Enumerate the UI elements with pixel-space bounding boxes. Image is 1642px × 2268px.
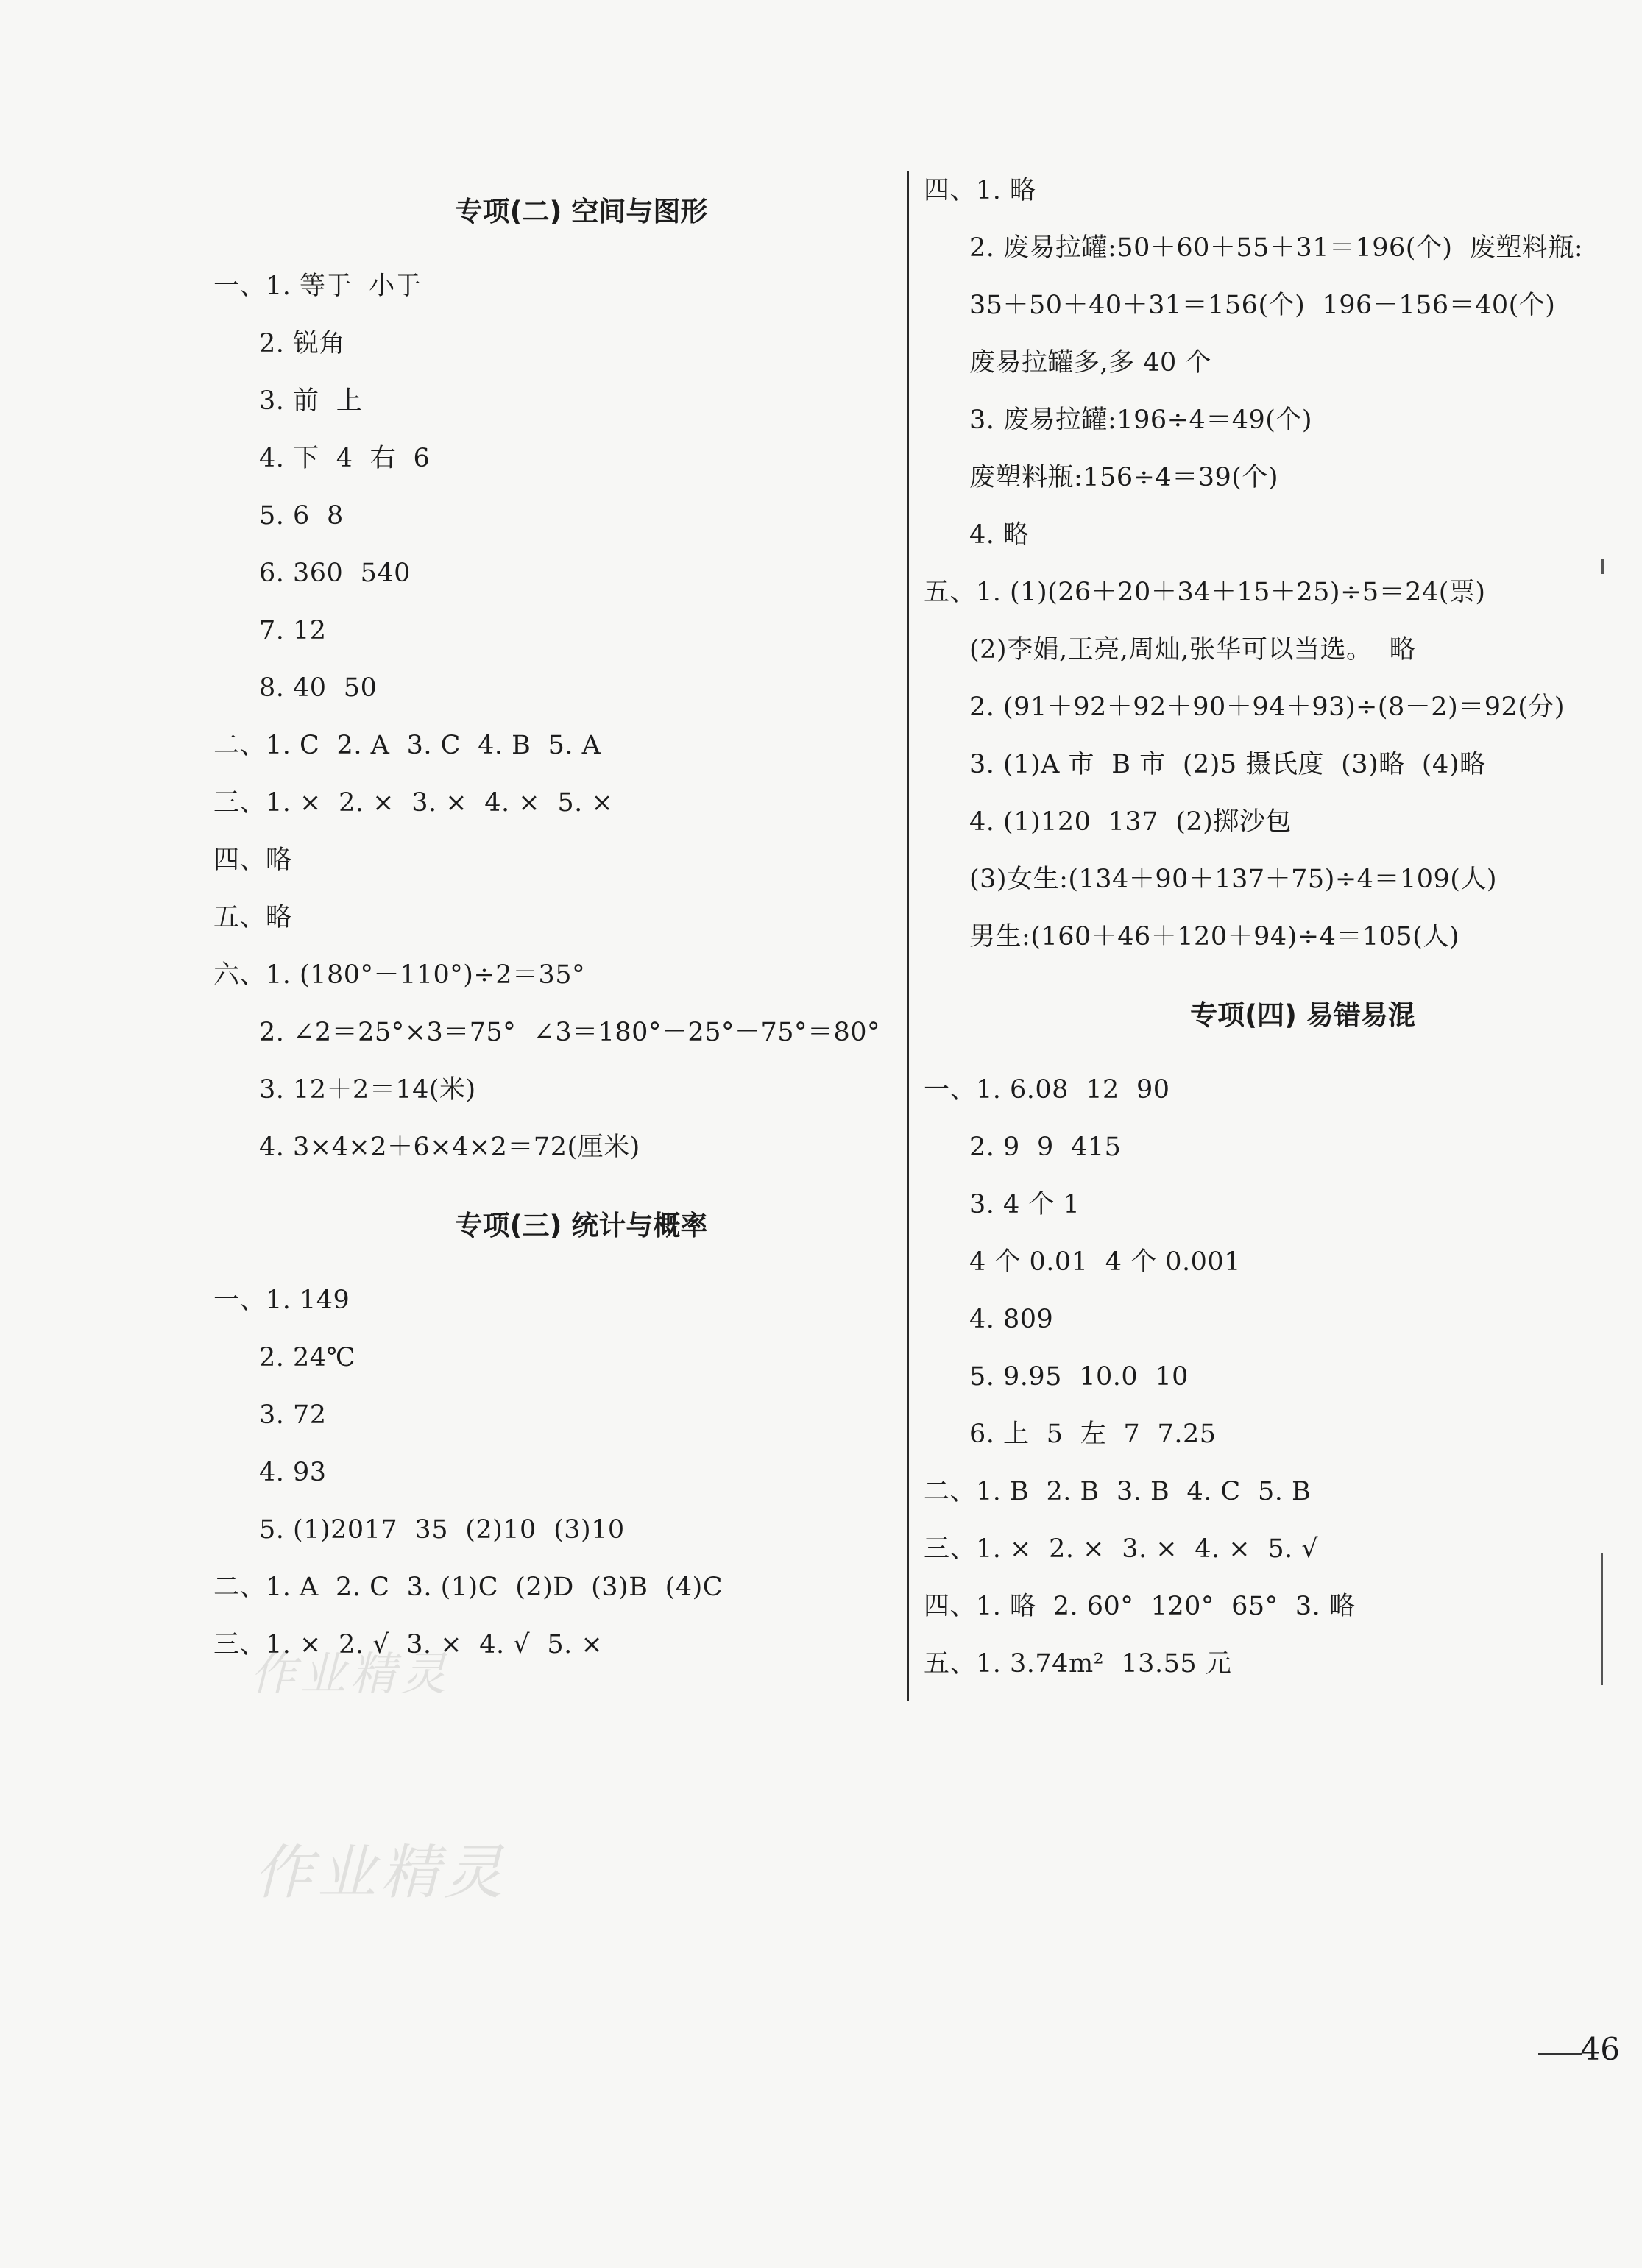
right-column: [924, 162, 1608, 1693]
answer-line: 4. 略: [969, 520, 1030, 550]
answer-line: 35＋50＋40＋31＝156(个) 196－156＝40(个): [969, 291, 1556, 320]
answer-line: 2. (91＋92＋92＋90＋94＋93)÷(8－2)＝92(分): [969, 692, 1565, 722]
answer-line: 4. (1)120 137 (2)掷沙包: [969, 807, 1292, 837]
answer-line: (3)女生:(134＋90＋137＋75)÷4＝109(人): [969, 865, 1498, 894]
answer-line: 5. 9.95 10.0 10: [969, 1362, 1189, 1392]
page-number: 46: [1580, 2031, 1620, 2067]
answer-line: 3. 12＋2＝14(米): [259, 1075, 476, 1105]
page-number-dash: [1538, 2053, 1582, 2055]
left-column: [213, 177, 881, 1673]
answer-line: 4 个 0.01 4 个 0.001: [969, 1247, 1241, 1277]
answer-line: 2. 24℃: [259, 1343, 356, 1372]
answer-line: 一、1. 等于 小于: [213, 272, 422, 301]
answer-line: 二、1. C 2. A 3. C 4. B 5. A: [213, 731, 601, 760]
answer-line: (2)李娟,王亮,周灿,张华可以当选。 略: [969, 635, 1416, 665]
answer-line: 三、1. × 2. √ 3. × 4. √ 5. ×: [213, 1630, 604, 1659]
answer-line: 2. 废易拉罐:50＋60＋55＋31＝196(个) 废塑料瓶:: [969, 233, 1584, 263]
answer-line: 3. 4 个 1: [969, 1190, 1080, 1219]
answer-line: 4. 809: [969, 1305, 1054, 1334]
answer-line: 四、1. 略 2. 60° 120° 65° 3. 略: [924, 1592, 1356, 1621]
answer-line: 2. 9 9 415: [969, 1133, 1122, 1162]
answer-line: 8. 40 50: [259, 673, 378, 703]
answer-line: 6. 上 5 左 7 7.25: [969, 1420, 1217, 1449]
column-divider: [907, 171, 909, 1701]
answer-line: 3. 前 上: [259, 386, 363, 416]
answer-line: 一、1. 149: [213, 1286, 350, 1315]
section-title-space-geometry: 专项(二) 空间与图形: [455, 196, 708, 227]
answer-line: 废易拉罐多,多 40 个: [969, 348, 1211, 378]
answer-line: 2. 锐角: [259, 329, 346, 358]
answer-line: 6. 360 540: [259, 559, 411, 588]
binding-mark: [1601, 1553, 1603, 1685]
answer-line: 二、1. B 2. B 3. B 4. C 5. B: [924, 1477, 1312, 1506]
answer-line: 3. 72: [259, 1400, 327, 1430]
answer-line: 5. 6 8: [259, 501, 344, 531]
answer-line: 五、略: [213, 903, 292, 932]
answer-line: 7. 12: [259, 616, 327, 645]
answer-line: 三、1. × 2. × 3. × 4. × 5. √: [924, 1534, 1319, 1564]
answer-line: 3. 废易拉罐:196÷4＝49(个): [969, 405, 1313, 435]
answer-line: 废塑料瓶:156÷4＝39(个): [969, 463, 1279, 492]
answer-line: 四、略: [213, 846, 292, 875]
answer-line: 5. (1)2017 35 (2)10 (3)10: [259, 1515, 625, 1545]
section-title-error-prone: 专项(四) 易错易混: [1190, 999, 1415, 1031]
answer-line: 三、1. × 2. × 3. × 4. × 5. ×: [213, 788, 614, 818]
answer-line: 一、1. 6.08 12 90: [924, 1075, 1170, 1105]
section-title-statistics: 专项(三) 统计与概率: [455, 1210, 708, 1241]
answer-line: 4. 下 4 右 6: [259, 444, 431, 473]
binding-mark: [1601, 559, 1604, 574]
answer-line: 六、1. (180°－110°)÷2＝35°: [213, 960, 586, 990]
answer-line: 四、1. 略: [924, 176, 1036, 205]
answer-line: 3. (1)A 市 B 市 (2)5 摄氏度 (3)略 (4)略: [969, 750, 1486, 779]
answer-line: 五、1. 3.74m² 13.55 元: [924, 1649, 1232, 1679]
watermark: 作业精灵: [250, 1647, 451, 1701]
answer-line: 2. ∠2＝25°×3＝75° ∠3＝180°－25°－75°＝80°: [259, 1018, 881, 1047]
answer-line: 男生:(160＋46＋120＋94)÷4＝105(人): [969, 922, 1459, 952]
answer-line: 五、1. (1)(26＋20＋34＋15＋25)÷5＝24(票): [924, 578, 1486, 607]
watermark: 作业精灵: [254, 1838, 507, 1907]
answer-line: 4. 93: [259, 1458, 327, 1487]
answer-line: 4. 3×4×2＋6×4×2＝72(厘米): [259, 1133, 640, 1162]
answer-line: 二、1. A 2. C 3. (1)C (2)D (3)B (4)C: [213, 1573, 723, 1602]
